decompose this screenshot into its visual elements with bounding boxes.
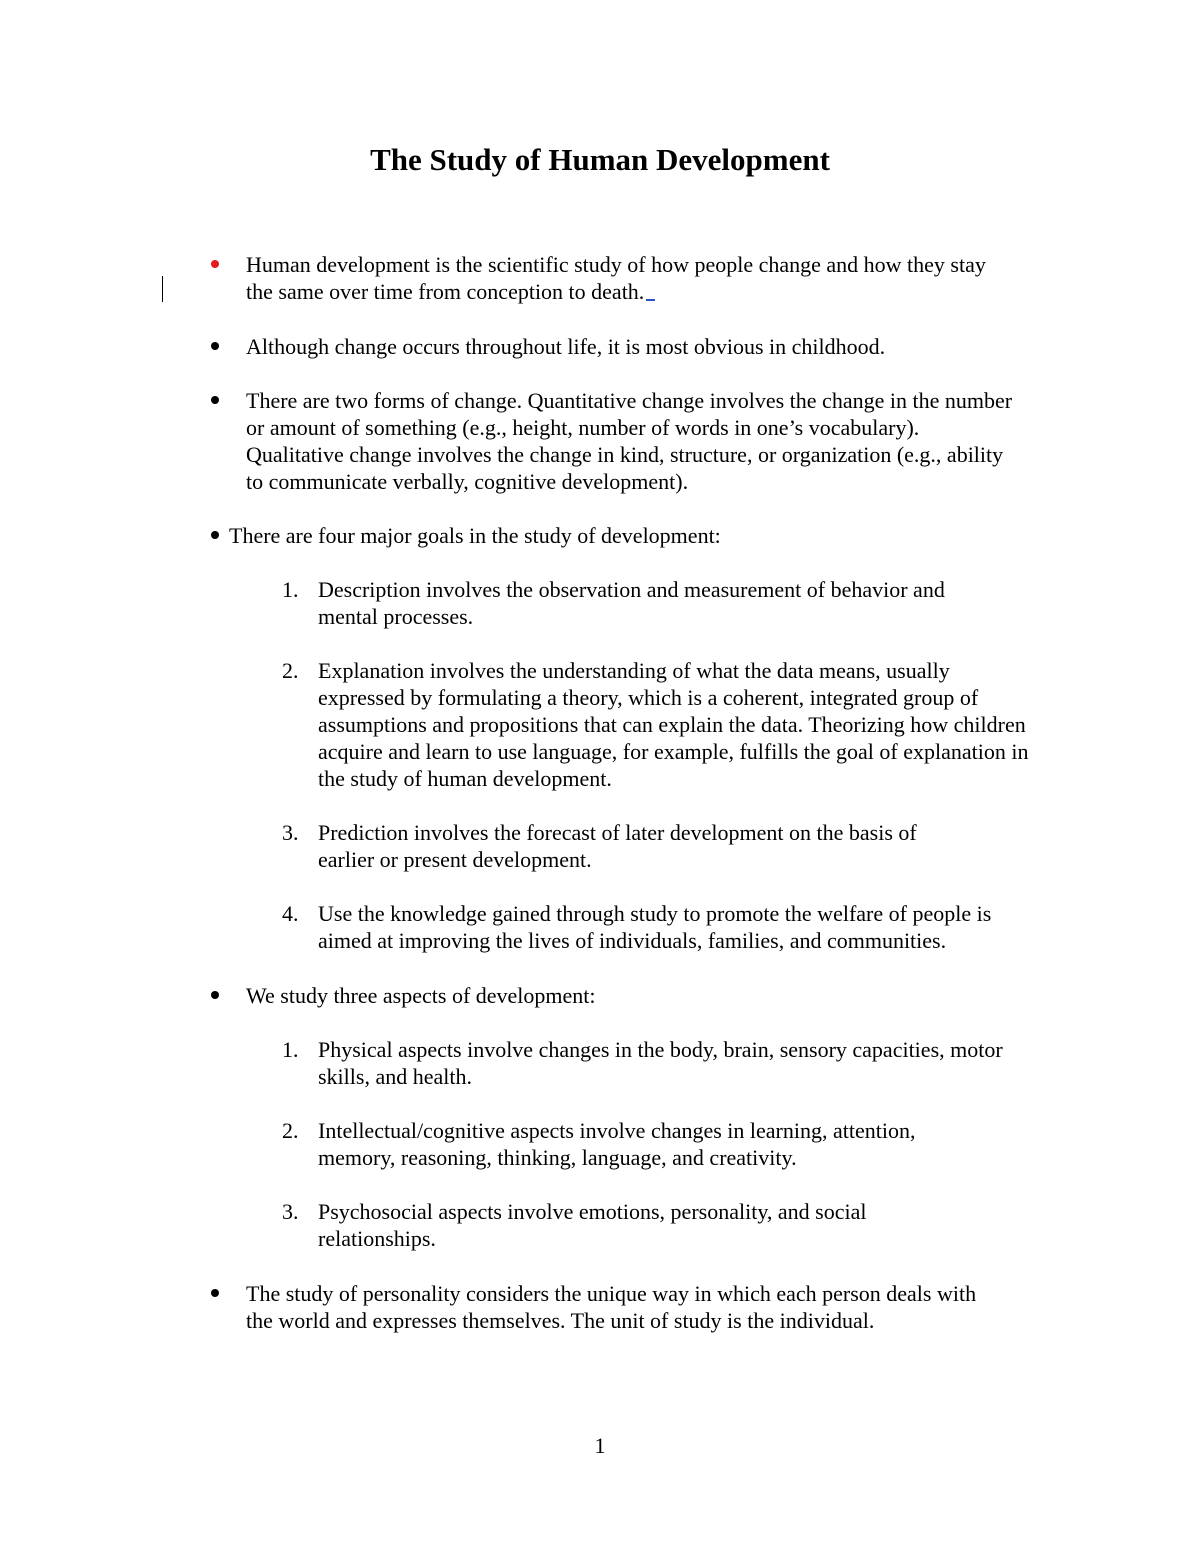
list-number: 1. xyxy=(282,577,299,602)
list-number: 2. xyxy=(282,1118,299,1143)
list-number: 1. xyxy=(282,1037,299,1062)
bullet-text: There are four major goals in the study of development: xyxy=(229,523,721,548)
page-number: 1 xyxy=(594,1433,606,1458)
list-number: 2. xyxy=(282,658,299,683)
change-bar xyxy=(162,276,163,302)
bullet-icon xyxy=(211,396,219,404)
page-title: The Study of Human Development xyxy=(370,142,830,177)
list-item: Description involves the observation and measurement of behavior and mental processes. xyxy=(318,577,945,629)
bullet-icon xyxy=(211,260,219,268)
bullet-text: We study three aspects of development: xyxy=(246,983,596,1008)
list-number: 3. xyxy=(282,1199,299,1224)
bullet-icon xyxy=(211,342,219,350)
list-item: Intellectual/cognitive aspects involve changes in learning, attention, memory, reasoning, thinking, language, and creativity. xyxy=(318,1118,916,1170)
bullet-text: The study of personality considers the unique way in which each person deals with the world and expresses themselves. The unit of study is the individual. xyxy=(246,1281,977,1333)
bullet-text: Human development is the scientific study of how people change and how they stay the same over time from conception to death. xyxy=(246,252,986,304)
list-item: Psychosocial aspects involve emotions, personality, and social relationships. xyxy=(318,1199,867,1251)
list-item: Physical aspects involve changes in the body, brain, sensory capacities, motor skills, and health. xyxy=(318,1037,1003,1089)
bullet-icon xyxy=(211,991,219,999)
list-number: 4. xyxy=(282,901,299,926)
list-number: 3. xyxy=(282,820,299,845)
list-item: Explanation involves the understanding of what the data means, usually expressed by formulating a theory, which is a coherent, integrated group of assumptions and propositions that can explain the data. Theorizing how children acquire and learn to use language, for example, fulfills the goal of explanation in the study of human development. xyxy=(318,658,1029,791)
list-item: Use the knowledge gained through study to promote the welfare of people is aimed at improving the lives of individuals, families, and communities. xyxy=(318,901,992,953)
bullet-text: Although change occurs throughout life, it is most obvious in childhood. xyxy=(246,334,886,359)
bullet-text: There are two forms of change. Quantitative change involves the change in the number or amount of something (e.g., height, number of words in one’s vocabulary). Qualitative change involves the change in kind, structure, or organization (e.g., ability to communicate verbally, cognitive development). xyxy=(246,388,1013,494)
bullet-icon xyxy=(211,1289,219,1297)
list-item: Prediction involves the forecast of later development on the basis of earlier or present development. xyxy=(318,820,917,872)
bullet-paragraph xyxy=(246,251,1006,305)
revision-mark xyxy=(646,299,655,301)
bullet-icon xyxy=(211,531,219,539)
